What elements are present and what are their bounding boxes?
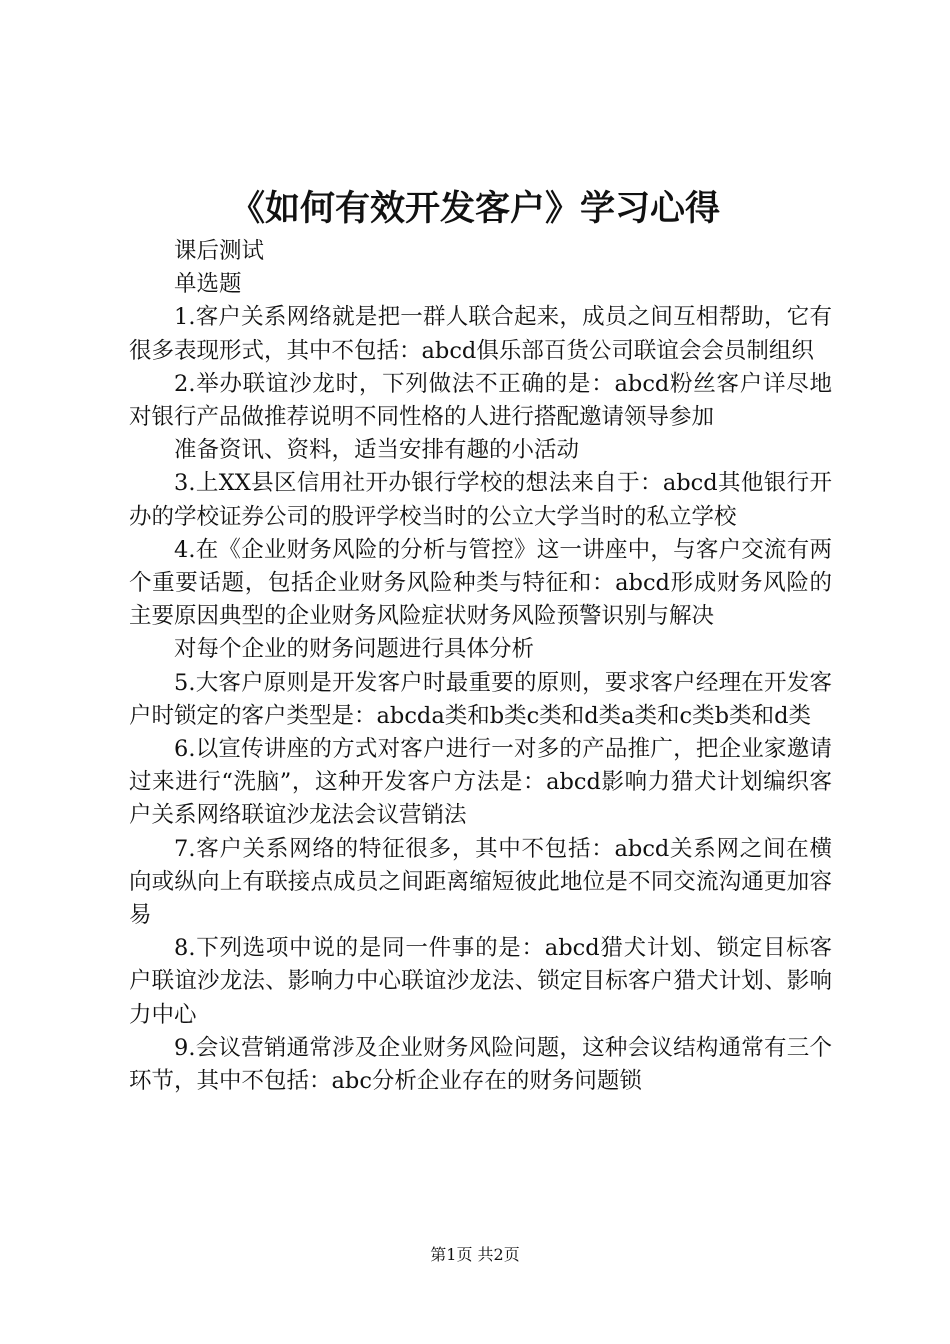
paragraph-section-heading: 课后测试 <box>174 238 265 264</box>
paragraph-question-4: 4.在《企业财务风险的分析与管控》这一讲座中，与客户交流有两个重要话题，包括企业财务风险种类与特征和：abcd形成财务风险的主要原因典型的企业财务风险症状财务风险预警识别与解决 <box>129 536 832 630</box>
paragraph-question-6: 6.以宣传讲座的方式对客户进行一对多的产品推广，把企业家邀请过来进行“洗脑”，这种开发客户方法是：abcd影响力猎犬计划编织客户关系网络联谊沙龙法会议营销法 <box>129 736 832 829</box>
paragraph-question-8: 8.下列选项中说的是同一件事的是：abcd猎犬计划、锁定目标客户联谊沙龙法、影响力中心联谊沙龙法、锁定目标客户猎犬计划、影响力中心 <box>129 935 832 1028</box>
paragraph-question-3: 3.上XX县区信用社开办银行学校的想法来自于：abcd其他银行开办的学校证券公司的股评学校当时的公立大学当时的私立学校 <box>129 470 832 530</box>
paragraph-question-5: 5.大客户原则是开发客户时最重要的原则，要求客户经理在开发客户时锁定的客户类型是：abcda类和b类c类和d类a类和c类b类和d类 <box>129 669 832 729</box>
document-title: 《如何有效开发客户》学习心得 <box>229 188 720 229</box>
document-body <box>129 235 832 1098</box>
page-number-footer: 第1页 共2页 <box>430 1245 520 1264</box>
paragraph-question-4-option: 对每个企业的财务问题进行具体分析 <box>174 636 535 663</box>
paragraph-question-type: 单选题 <box>174 271 242 298</box>
paragraph-question-7: 7.客户关系网络的特征很多，其中不包括：abcd关系网之间在横向或纵向上有联接点成员之间距离缩短彼此地位是不同交流沟通更加容易 <box>129 835 832 929</box>
paragraph-question-9: 9.会议营销通常涉及企业财务风险问题，这种会议结构通常有三个环节，其中不包括：abc分析企业存在的财务问题锁 <box>129 1034 832 1095</box>
paragraph-question-2: 2.举办联谊沙龙时，下列做法不正确的是：abcd粉丝客户详尽地对银行产品做推荐说明不同性格的人进行搭配邀请领导参加 <box>129 370 832 431</box>
paragraph-question-2-option: 准备资讯、资料，适当安排有趣的小活动 <box>174 437 580 464</box>
paragraph-question-1: 1.客户关系网络就是把一群人联合起来，成员之间互相帮助，它有很多表现形式，其中不包括：abcd俱乐部百货公司联谊会会员制组织 <box>129 304 832 364</box>
